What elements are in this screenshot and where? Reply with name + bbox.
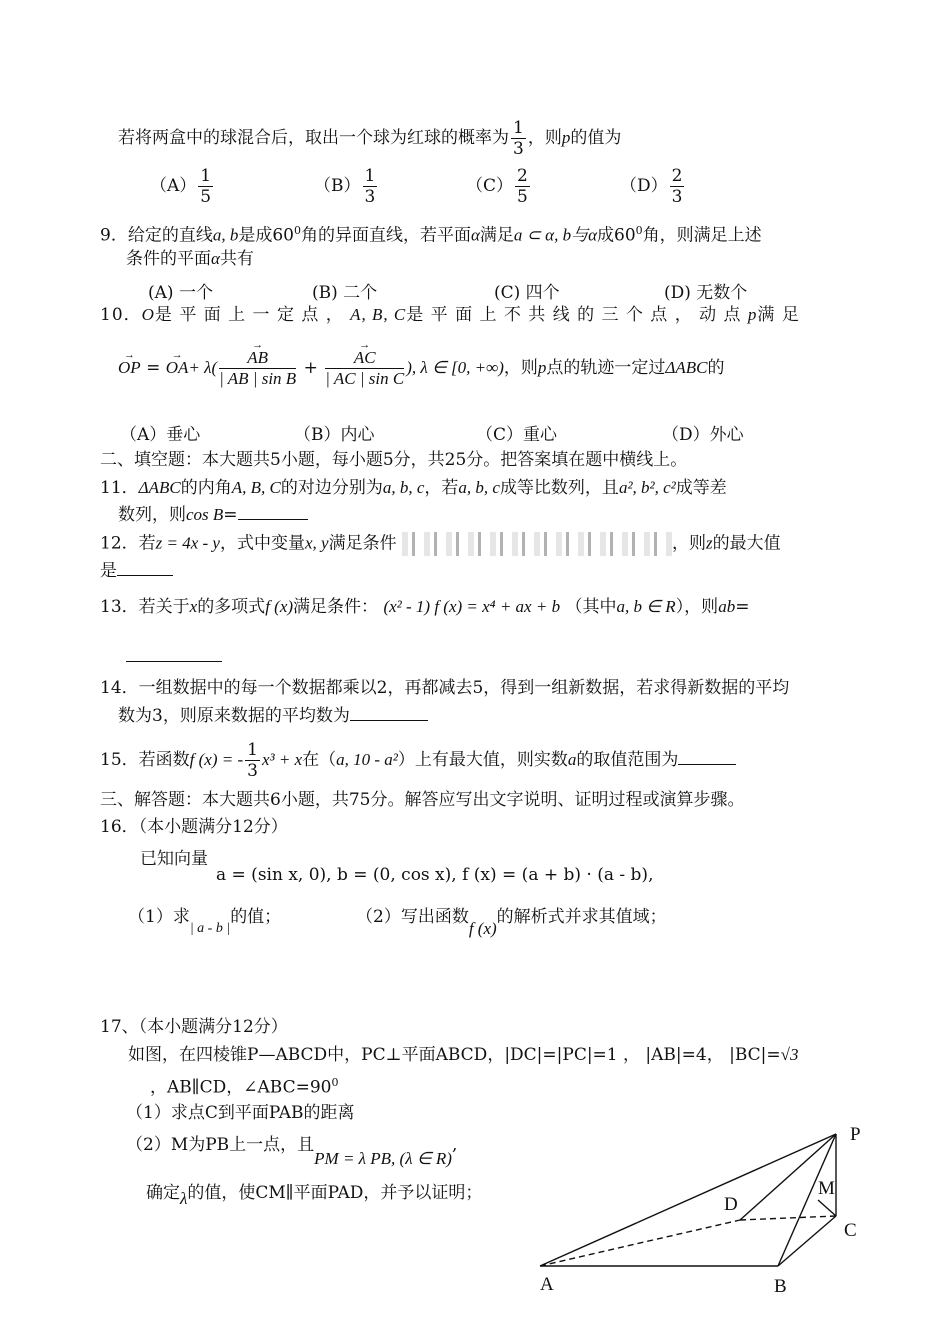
q10-option-b: （B）内心	[294, 425, 375, 445]
q11-line1: 11．ΔABC的内角A, B, C的对边分别为a, b, c，若a, b, c成等比数列，且a², b², c²成等差	[100, 478, 727, 498]
label-d: D	[724, 1194, 738, 1215]
q9-line1: 9．给定的直线a, b是成$60^0$角的异面直线，若平面α满足a ⊂ α, b与α成$60^0$角，则满足上述	[100, 224, 762, 246]
q10-option-d: （D）外心	[662, 425, 744, 445]
q8-option-c: （C） $\frac{2}{5}$	[466, 166, 528, 207]
q12-answer-blank[interactable]	[117, 575, 173, 576]
q10-option-a: （A）垂心	[120, 425, 201, 445]
q16-part1: （1）求$_{| a - b |}$的值；	[128, 907, 282, 936]
q8-option-d: （D） $\frac{2}{3}$	[620, 166, 683, 207]
edge-pb	[778, 1134, 836, 1266]
q15-line: 15．若函数f (x) = - $\frac{1}{3}$ x³ + x在（a, 10 - a²）上有最大值，则实数a的取值范围为	[100, 740, 736, 781]
label-c: C	[844, 1220, 857, 1241]
q15-answer-blank[interactable]	[678, 764, 736, 765]
q12-line1: 12．若z = 4x - y，式中变量x, y满足条件 ，则z的最大值	[100, 532, 781, 556]
q17-part2: （2）M为PB上一点，且PM = λ PB, (λ ∈ R),	[126, 1135, 458, 1168]
q13-line1: 13．若关于x的多项式f (x)满足条件： (x² - 1) f (x) = x⁴ + ax + b （其中a, b ∈ R），则ab=	[100, 597, 750, 617]
pyramid-figure	[530, 1120, 870, 1300]
q13-answer-blank[interactable]	[126, 661, 222, 662]
segment-cm	[818, 1200, 836, 1216]
q8-option-a: （A） $\frac{1}{5}$	[150, 166, 212, 207]
label-m: M	[818, 1178, 835, 1199]
q12-conditions-image	[402, 532, 672, 556]
q9-option-a: (A) 一个	[148, 283, 213, 303]
q17-part1: （1）求点C到平面PAB的距离	[126, 1103, 355, 1123]
section-2-heading: 二、填空题：本大题共5小题，每小题5分，共25分。把答案填在题中横线上。	[100, 450, 688, 470]
edge-bc	[778, 1216, 836, 1266]
label-a: A	[540, 1274, 554, 1295]
q16-part2: （2）写出函数f (x)的解析式并求其值域；	[356, 907, 667, 938]
q17-line2: ，AB∥CD，$\angle ABC=90^0$	[150, 1076, 339, 1098]
q14-answer-blank[interactable]	[350, 720, 428, 721]
q14-line1: 14．一组数据中的每一个数据都乘以2，再都减去5，得到一组新数据，若求得新数据的平均	[100, 678, 790, 698]
edge-pd	[740, 1134, 836, 1220]
q10-option-c: （C）重心	[476, 425, 558, 445]
q9-line2: 条件的平面α共有	[126, 249, 254, 269]
q10-formula: → OP = → OA+ λ( → $\frac{AB}{\text{| AB | sin B}}$ + → $\frac{AC}{\text{| AC | sin C}}$ ), λ ∈ [0, +∞)，则p点的轨迹一定过ΔABC的	[118, 348, 725, 389]
label-b: B	[774, 1276, 787, 1297]
label-p: P	[850, 1124, 861, 1145]
q17-line1: 如图，在四棱锥P—ABCD中，PC⊥平面ABCD，|DC|=|PC|=1 ， |AB|=4， |BC|=√3	[128, 1045, 799, 1065]
q8-line: 若将两盒中的球混合后，取出一个球为红球的概率为 $\frac{1}{3}$ ，则p的值为	[118, 118, 622, 159]
q16-title: 16．（本小题满分12分）	[100, 817, 288, 837]
edge-dc	[740, 1216, 836, 1220]
q8-text: 若将两盒中的球混合后，取出一个球为红球的概率为	[118, 128, 509, 148]
q11-line2: 数列，则cos B=	[118, 504, 308, 526]
q8-option-b: （B） $\frac{1}{3}$	[314, 166, 376, 207]
q16-formula: a = (sin x, 0), b = (0, cos x), f (x) = (a + b) · (a - b),	[216, 865, 654, 885]
q13-line2	[126, 646, 222, 668]
edge-pa	[540, 1134, 836, 1266]
section-3-heading: 三、解答题：本大题共6小题，共75分。解答应写出文字说明、证明过程或演算步骤。	[100, 790, 745, 810]
q8-fraction: $\frac{1}{3}$	[513, 118, 524, 159]
q17-part3: 确定λ的值，使CM∥平面PAD，并予以证明；	[146, 1183, 483, 1208]
q14-line2: 数为3，则原来数据的平均数为	[118, 705, 428, 727]
q9-option-d: (D) 无数个	[664, 283, 748, 303]
edge-ad	[540, 1220, 740, 1266]
q11-answer-blank[interactable]	[238, 519, 308, 520]
q9-option-b: (B) 二个	[312, 283, 378, 303]
q16-vector-label: 已知向量	[140, 849, 208, 869]
q12-line2: 是	[100, 560, 173, 582]
q10-line1: 10．O是 平 面 上 一 定 点 ， A, B, C是 平 面 上 不 共 线 的 三 个 点 ， 动 点 p满 足	[100, 305, 800, 325]
q17-title: 17、（本小题满分12分）	[100, 1017, 288, 1037]
q9-option-c: (C) 四个	[494, 283, 560, 303]
